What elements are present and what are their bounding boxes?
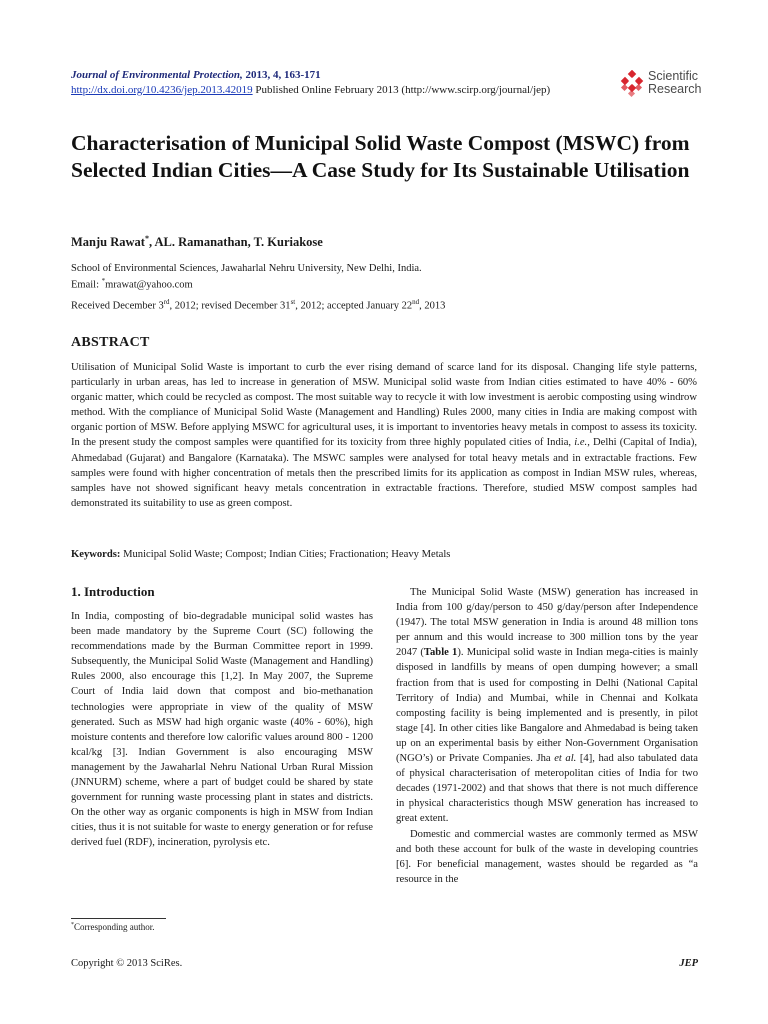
affiliation: School of Environmental Sciences, Jawaharlal Nehru University, New Delhi, India. [71, 263, 422, 274]
author-list [71, 234, 323, 250]
footnote-mark: * [71, 922, 74, 928]
copyright-notice: Copyright © 2013 SciRes. [71, 958, 183, 969]
corresponding-mark: * [144, 234, 149, 243]
affiliation-block [71, 262, 422, 292]
intro-p1-part-1: The Municipal Solid Waste (MSW) generation has increased in India from 100 g/day/person to 450 g/day/person after Independence (1947). The total MSW generation in India is around 48 million tons per annum and this would increase to 300 million tons by the year 2047 ( [396, 587, 698, 659]
abstract-part-1: Utilisation of Municipal Solid Waste is important to curb the ever rising demand of scarce land for its disposal. Changing life style patterns, particularly in urban areas, has led to increase in generation of MSW. Municipal solid waste from Indian cities estimated to have 40% - 60% organic matter, which could be recycled as compost. The most suitable way to recycle it with low investment is aerobic composting using windrow method. With the compliance of Municipal Solid Waste (Management and Handling) Rules 2000, many cities in India are making compost with organic portion of MSW. Before applying MSWC for agricultural uses, it is important to inventories heavy metals in compost to assess its toxicity. In the present study the compost samples were quantified for its toxicity from three highly populated cities of India, [71, 362, 697, 449]
journal-name: Journal of Environmental Protection, [71, 69, 243, 81]
intro-p1-part-2: ). Municipal solid waste in Indian mega-cities is mainly disposed in landfills by means of open dumping however; a small fraction from that is used for composting in Delhi (National Capital Territory of India) and Mumbai, while in Chennai and Kolkata composting facility is being implemented and is presently, in pilot stage [4]. In other cities like Bangalore and Ahmedabad is being taken up on an experimental basis by either Non-Government Organisation (NGO’s) or Private Companies. Jha [396, 647, 699, 765]
scientific-research-logo-icon [618, 70, 646, 98]
ordinal-suffix: rd [163, 298, 170, 306]
intro-paragraph-1 [396, 585, 698, 827]
keywords-label: Keywords: [71, 549, 121, 560]
received-date-text: Received December 3 [71, 300, 164, 312]
email-mark: * [101, 277, 106, 285]
footnote-text: Corresponding author. [74, 922, 155, 932]
doi-link[interactable]: http://dx.doi.org/10.4236/jep.2013.42019 [71, 84, 253, 96]
abstract-ie: i.e. [574, 437, 588, 449]
accepted-date-text: , 2012; accepted January 22 [295, 300, 413, 312]
accepted-year-text: , 2013 [419, 300, 446, 312]
intro-p1-part-3: [4], had also tabulated data of physical characterisation of meteropolitan cities of India for two decades (1971-2002) and that shows that there is not much difference in physical characteristics though MSW generation has increased to great extent. [396, 753, 698, 825]
journal-volume: 2013, 4, 163-171 [242, 69, 321, 81]
ordinal-suffix: nd [412, 298, 420, 306]
received-dates [71, 298, 445, 312]
ordinal-suffix: st [290, 298, 296, 306]
footnote [71, 922, 155, 932]
table-reference[interactable]: Table 1 [423, 647, 458, 659]
intro-p1-etal: et al. [554, 753, 577, 765]
abstract-heading: ABSTRACT [71, 335, 150, 350]
intro-paragraph-2: Domestic and commercial wastes are commonly termed as MSW and both these account for bulk of the waste in developing countries [6]. For beneficial management, wastes should be regarded as “a resource in the [396, 828, 698, 885]
logo-text [648, 70, 702, 96]
email-label: Email: [71, 279, 102, 291]
footnote-divider [71, 918, 166, 919]
doi-line [71, 84, 550, 96]
paper-title: Characterisation of Municipal Solid Waste Compost (MSWC) from Selected Indian Cities—A Case Study for Its Sustainable Utilisation [71, 131, 690, 182]
journal-abbreviation: JEP [679, 958, 698, 969]
keywords-text: Municipal Solid Waste; Compost; Indian Cities; Fractionation; Heavy Metals [120, 549, 451, 560]
email-address[interactable]: mrawat@yahoo.com [105, 279, 193, 291]
revised-date-text: , 2012; revised December 31 [169, 300, 291, 312]
other-authors: , AL. Ramanathan, T. Kuriakose [148, 235, 323, 250]
published-info: Published Online February 2013 (http://www.scirp.org/journal/jep) [252, 84, 551, 96]
keywords-line [71, 549, 697, 560]
abstract-text [71, 360, 697, 511]
author-1: Manju Rawat [71, 235, 145, 250]
introduction-left-column: In India, composting of bio-degradable municipal solid wastes has been made mandatory by the Supreme Court (SC) following the recommendations made by the Burman Committee report in 1999. Subsequently, the Municipal Solid Waste (Management and Handling) Rules 2000, also encourage this [1,2]. In May 2007, the Supreme Court of India laid down that compost and bio-methanation technologies were appropriate in view of the quality of MSW generated. Such as MSW had high organic waste (40% - 60%), high moisture contents and therefore low calorific values around 800 - 1200 kcal/kg [3]. Indian Government is also encouraging MSW management by the Jawaharlal Nehru National Urban Rural Mission (JNNURM) scheme, where a part of budget could be shared by state government for running waste processing plant in states and districts. On the other way as organic components is high in MSW from Indian cities, thus it is not suitable for waste to energy generation or for refuse derived fuel (RDF), incineration, pyrolysis etc. [71, 611, 373, 849]
scientific-research-logo [618, 68, 708, 102]
introduction-right-column [396, 585, 698, 887]
journal-citation [71, 69, 321, 81]
section-heading-introduction: 1. Introduction [71, 584, 155, 599]
logo-line-2: Research [648, 82, 702, 96]
email-line [71, 275, 422, 292]
abstract-part-2: , Delhi (Capital of India), Ahmedabad (Gujarat) and Bangalore (Karnataka). The MSWC samples were analysed for total heavy metals and in extractable fractions. Few samples were found with higher concentration of metals then the prescribed limits for its application as compost in Indian MSW rules, whereas, samples have not showed significant heavy metals concentration in extractable fractions. Therefore, studied MSW compost samples had demonstrated its suitability to use as green compost. [71, 437, 697, 509]
logo-line-1: Scientific [648, 69, 699, 83]
